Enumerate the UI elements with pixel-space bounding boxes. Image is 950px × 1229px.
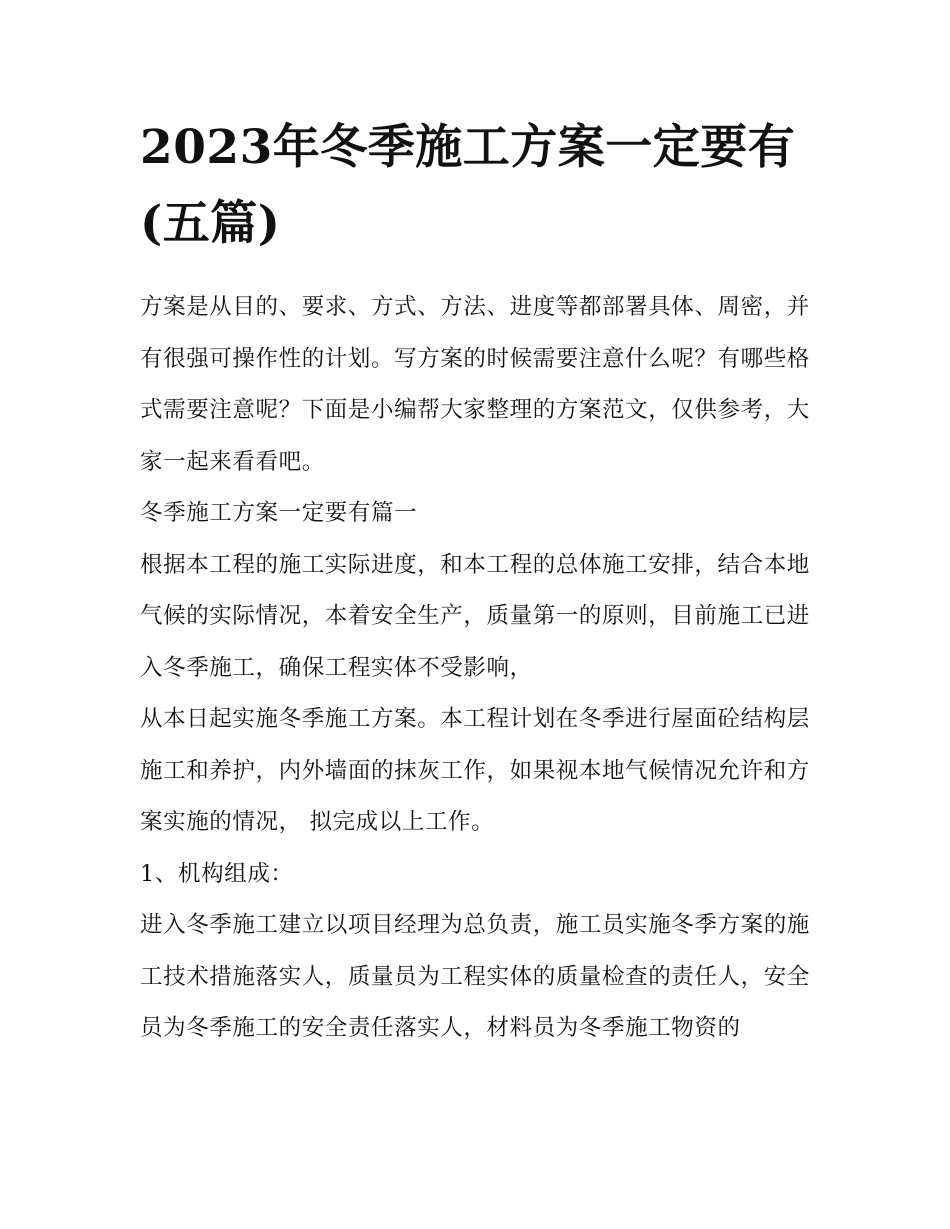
intro-paragraph: 方案是从目的、要求、方式、方法、进度等都部署具体、周密，并有很强可操作性的计划。写方案的时候需要注意什么呢？有哪些格式需要注意呢？下面是小编帮大家整理的方案范文，仅供参考，大家一起来看看吧。 xyxy=(140,294,810,475)
section-heading: 冬季施工方案一定要有篇一 xyxy=(140,500,418,526)
body-paragraph: 进入冬季施工建立以项目经理为总负责，施工员实施冬季方案的施工技术措施落实人，质量员为工程实体的质量检查的责任人，安全员为冬季施工的安全责任落实人，材料员为冬季施工物资的 xyxy=(140,912,810,1041)
subsection-heading: 1、机构组成： xyxy=(140,860,294,887)
body-paragraph: 根据本工程的施工实际进度，和本工程的总体施工安排，结合本地气候的实际情况，本着安全生产，质量第一的原则，目前施工已进入冬季施工，确保工程实体不受影响， xyxy=(140,551,810,681)
body-paragraph: 从本日起实施冬季施工方案。本工程计划在冬季进行屋面砼结构层施工和养护，内外墙面的抹灰工作，如果视本地气候情况允许和方案实施的情况， 拟完成以上工作。 xyxy=(140,706,810,835)
document-title: 2023年冬季施工方案一定要有(五篇) xyxy=(140,120,796,251)
document-body xyxy=(140,110,820,1055)
